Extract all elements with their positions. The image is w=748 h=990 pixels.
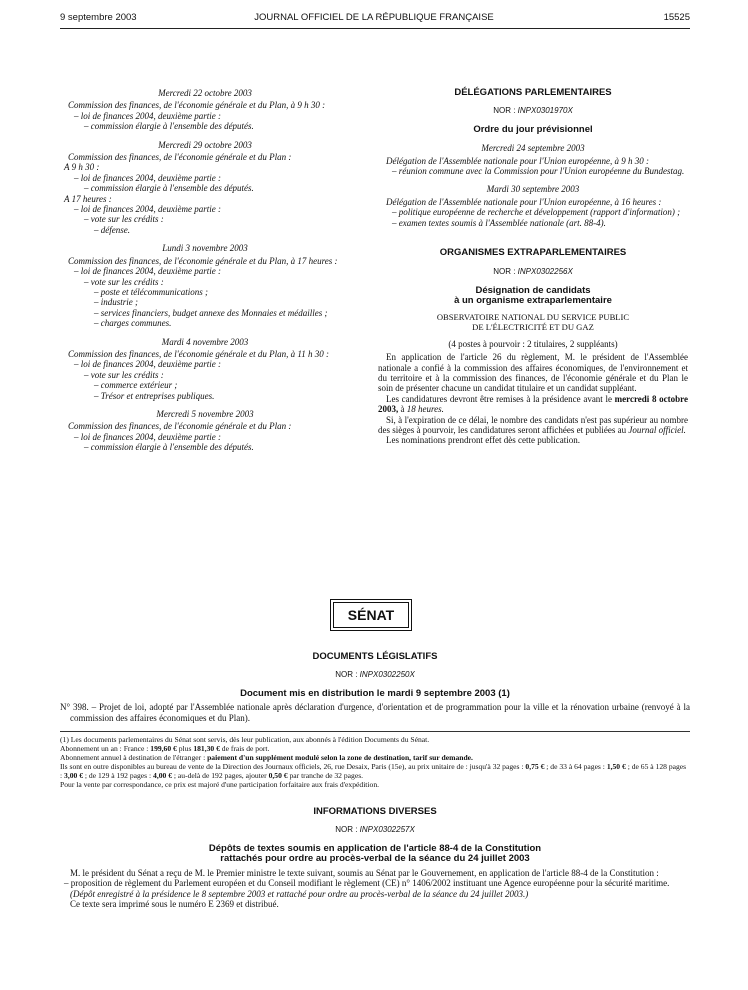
deadline-date: mercredi 8 octobre 2003, — [378, 393, 688, 415]
footnote-4 — [60, 762, 690, 780]
meeting-intro: Commission des finances, de l'économie générale et du Plan, à 9 h 30 : — [68, 100, 326, 111]
fn4-k: par tranche de 32 pages. — [287, 771, 364, 781]
meeting-intro: Commission des finances, de l'économie générale et du Plan : — [68, 421, 292, 432]
agenda-item: – charges communes. — [94, 318, 172, 329]
organismes-para4: Les nominations prendront effet dès cette publication. — [386, 435, 581, 446]
meeting-intro: Délégation de l'Assemblée nationale pour l'Union européenne, à 16 heures : — [386, 196, 662, 207]
footnotes — [60, 735, 690, 789]
nor-label: NOR : — [493, 267, 516, 277]
fn3-b: paiement d'un supplément modulé selon la zone de destination, tarif sur demande. — [207, 753, 473, 763]
agenda-item: – défense. — [94, 224, 130, 235]
fn4-i: ; au-delà de 192 pages, ajouter — [172, 771, 269, 781]
agenda-item: – vote sur les crédits : — [84, 276, 164, 287]
meeting-block — [60, 409, 350, 453]
meeting-intro: Commission des finances, de l'économie générale et du Plan : — [68, 152, 292, 163]
meeting-date: Mercredi 24 septembre 2003 — [481, 143, 585, 154]
agenda-item: – loi de finances 2004, deuxième partie : — [74, 172, 221, 183]
meeting-block — [378, 143, 688, 176]
footnote-2 — [60, 744, 690, 753]
fn4-j: 0,50 € — [268, 771, 288, 781]
deadline-time: 18 heures. — [406, 404, 444, 415]
info-para3: Ce texte sera imprimé sous le numéro E 2369 et distribué. — [70, 899, 279, 910]
footnote-5: Pour la vente par correspondance, ce prix est majoré d'une participation forfaitaire aux frais d'expédition. — [60, 780, 380, 790]
fn4-a: Ils sont en outre disponibles au bureau de vente de la Direction des Journaux officiels, 26, rue Desaix, Paris (15e), au prix unitaire de : jusqu'à 32 pages : — [60, 762, 526, 772]
meeting-intro: Délégation de l'Assemblée nationale pour l'Union européenne, à 9 h 30 : — [386, 155, 649, 166]
agenda-item: – poste et télécommunications ; — [94, 286, 208, 297]
organismes-heading: ORGANISMES EXTRAPARLEMENTAIRES — [439, 247, 627, 259]
organismes-subtitle-line1: Désignation de candidats — [475, 284, 591, 296]
info-nor — [60, 825, 690, 835]
meeting-intro: Commission des finances, de l'économie générale et du Plan, à 17 heures : — [68, 255, 338, 266]
meeting-date: Mardi 4 novembre 2003 — [161, 336, 249, 347]
info-subtitle-line2: rattachés pour ordre au procès-verbal de la séance du 24 juillet 2003 — [220, 853, 530, 865]
nor-value: INPX0301970X — [517, 106, 573, 116]
agenda-item: – loi de finances 2004, deuxième partie : — [74, 359, 221, 370]
info-para2: (Dépôt enregistré à la présidence le 8 septembre 2003 et rattaché pour ordre au procès-verbal de la séance du 24 juillet 2003.) — [70, 888, 529, 899]
agenda-item: – loi de finances 2004, deuxième partie : — [74, 204, 221, 215]
header-page-number: 15525 — [663, 12, 690, 23]
fn3-a: Abonnement annuel à destination de l'étranger : — [60, 753, 208, 763]
fn4-b: 0,75 € — [525, 762, 545, 772]
meeting-block — [60, 88, 350, 132]
organisme-name-line1: OBSERVATOIRE NATIONAL DU SERVICE PUBLIC — [436, 311, 630, 322]
fn2-a: Abonnement un an : France : — [60, 744, 151, 754]
nor-label: NOR : — [335, 670, 358, 680]
fn4-c: ; de 33 à 64 pages : — [544, 762, 607, 772]
agenda-item: – examen textes soumis à l'Assemblée nationale (art. 88-4). — [392, 217, 606, 228]
meeting-block — [60, 337, 350, 401]
meeting-date: Mercredi 5 novembre 2003 — [156, 408, 254, 419]
para2-mid: à — [398, 404, 407, 415]
nor-label: NOR : — [335, 825, 358, 835]
doc-item — [60, 702, 690, 723]
agenda-item: – commerce extérieur ; — [94, 380, 178, 391]
organisme-name-line2: DE L'ÉLECTRICITÉ ET DU GAZ — [472, 322, 594, 333]
fn4-f: 3,00 € — [64, 771, 83, 781]
header-date: 9 septembre 2003 — [60, 12, 137, 23]
agenda-item: – vote sur les crédits : — [84, 369, 164, 380]
delegations-nor — [378, 106, 688, 116]
meeting-date: Mercredi 29 octobre 2003 — [158, 139, 252, 150]
agenda-item: – loi de finances 2004, deuxième partie : — [74, 110, 221, 121]
info-heading: INFORMATIONS DIVERSES — [313, 806, 437, 818]
info-para1: M. le président du Sénat a reçu de M. le Premier ministre le texte suivant, soumis au Sénat par le Gouvernement, en application de l'article 88-4 de la Constitution : — [70, 867, 659, 878]
nor-value: INPX0302257X — [359, 825, 415, 835]
agenda-item: – Trésor et entreprises publiques. — [94, 390, 215, 401]
agenda-item: – politique européenne de recherche et développement (rapport d'information) ; — [392, 207, 681, 218]
info-subtitle — [60, 844, 690, 865]
fn2-port: 181,30 € — [193, 744, 220, 754]
agenda-item: – commission élargie à l'ensemble des députés. — [84, 183, 254, 194]
meeting-date: Mardi 30 septembre 2003 — [486, 184, 580, 195]
agenda-item: A 9 h 30 : — [64, 162, 100, 173]
nor-value: INPX0302256X — [517, 267, 573, 277]
header-rule — [60, 28, 690, 29]
agenda-item: – commission élargie à l'ensemble des députés. — [84, 442, 254, 453]
para3-text: Si, à l'expiration de ce délai, le nombre des candidats n'est pas supérieur au nombre des sièges à pourvoir, les candidatures seront affichées et publiées au — [378, 414, 688, 435]
delegations-subtitle: Ordre du jour prévisionnel — [473, 123, 593, 135]
posts-line: (4 postes à pourvoir : 2 titulaires, 2 suppléants) — [448, 338, 618, 349]
fn4-h: 4,00 € — [153, 771, 173, 781]
organismes-para3 — [378, 415, 688, 436]
agenda-item: – vote sur les crédits : — [84, 214, 164, 225]
fn4-d: 1,50 € — [606, 762, 626, 772]
organismes-nor — [378, 267, 688, 277]
docs-subtitle: Document mis en distribution le mardi 9 septembre 2003 (1) — [240, 687, 510, 699]
meeting-date: Mercredi 22 octobre 2003 — [158, 88, 252, 98]
footnote-3 — [60, 753, 690, 762]
agenda-item: – industrie ; — [94, 297, 138, 308]
fn2-c: plus — [176, 744, 194, 754]
footnote-1: (1) Les documents parlementaires du Sénat sont servis, dès leur publication, aux abonnés à l'édition Documents du Sénat. — [60, 735, 430, 745]
delegations-heading: DÉLÉGATIONS PARLEMENTAIRES — [454, 87, 612, 98]
agenda-item: – loi de finances 2004, deuxième partie : — [74, 431, 221, 442]
agenda-item: – services financiers, budget annexe des Monnaies et médailles ; — [94, 307, 328, 318]
senat-section — [60, 652, 690, 909]
nor-label: NOR : — [493, 106, 516, 116]
journal-officiel-ref: Journal officiel. — [628, 424, 686, 435]
fn4-g: ; de 129 à 192 pages : — [83, 771, 154, 781]
organismes-subtitle-line2: à un organisme extraparlementaire — [454, 295, 612, 307]
agenda-item: – réunion commune avec la Commission pour l'Union européenne du Bundestag. — [392, 166, 685, 177]
fn4-e: ; de 65 à 128 pages : — [60, 762, 687, 781]
docs-nor — [60, 670, 690, 680]
organismes-para1: En application de l'article 26 du règlement, M. le président de l'Assemblée nationale a confié à la commission des affaires économiques, de l'environnement et du territoire et à la commission des finances, de l'économie générale et du Plan le soin de présenter chacune un candidat titulaire et un candidat suppléant. — [378, 352, 688, 394]
left-column — [60, 80, 350, 453]
info-item: – proposition de règlement du Parlement européen et du Conseil modifiant le règlement (CE) n° 1406/2002 instituant une Agence européenne pour la sécurité maritime. — [64, 878, 670, 889]
agenda-item: – commission élargie à l'ensemble des députés. — [84, 121, 254, 132]
agenda-item: – loi de finances 2004, deuxième partie : — [74, 266, 221, 277]
footnote-rule — [60, 731, 690, 732]
info-subtitle-line1: Dépôts de textes soumis en application de l'article 88-4 de la Constitution — [208, 842, 542, 854]
meeting-block — [60, 243, 350, 328]
doc-number: N° 398. — [60, 702, 89, 713]
para2-text: Les candidatures devront être remises à la présidence avant le — [386, 393, 615, 404]
organismes-subtitle — [378, 286, 688, 307]
fn2-e: de frais de port. — [219, 744, 270, 754]
nor-value: INPX0302250X — [359, 670, 415, 680]
header-title: JOURNAL OFFICIEL DE LA RÉPUBLIQUE FRANÇAISE — [254, 12, 494, 23]
docs-heading: DOCUMENTS LÉGISLATIFS — [312, 651, 438, 662]
doc-description: – Projet de loi, adopté par l'Assemblée nationale après déclaration d'urgence, d'orientation et de programmation pour la ville et la rénovation urbaine (renvoyé à la commission des affaires économiques et du Plan). — [70, 702, 690, 723]
delegations-meetings — [378, 143, 688, 228]
meeting-intro: Commission des finances, de l'économie générale et du Plan, à 11 h 30 : — [68, 348, 329, 359]
organisme-name — [378, 312, 688, 333]
meeting-block — [378, 184, 688, 228]
meeting-date: Lundi 3 novembre 2003 — [162, 243, 248, 254]
agenda-item: A 17 heures : — [64, 193, 112, 204]
senat-label: SÉNAT — [333, 602, 409, 628]
meeting-block — [60, 140, 350, 236]
organismes-para2 — [378, 394, 688, 415]
fn2-price: 199,60 € — [150, 744, 177, 754]
right-column — [378, 88, 688, 446]
